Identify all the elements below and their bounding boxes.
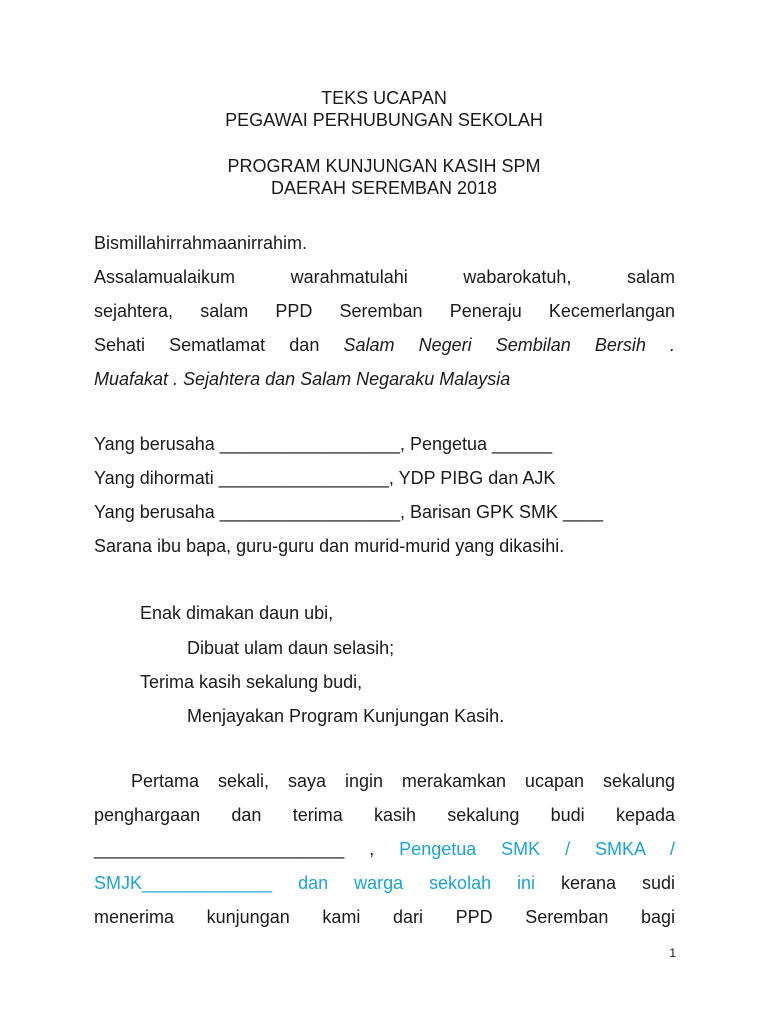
para-comma: , [369, 839, 375, 859]
para-blank: _________________________ [94, 839, 345, 859]
honor-line-4: Sarana ibu bapa, guru-guru dan murid-murid yang dikasihi. [94, 536, 565, 556]
greeting-line-4-normal: Sehati Sematlamat dan [94, 335, 344, 355]
greeting-line-2: Assalamualaikum warahmatulahi wabarokatuh, salam [94, 267, 675, 287]
para-line-2: penghargaan dan terima kasih sekalung budi kepada [94, 805, 675, 825]
page-number: 1 [669, 946, 676, 960]
heading-line-3: PROGRAM KUNJUNGAN KASIH SPM [227, 156, 541, 176]
heading-program [0, 155, 768, 199]
greeting-paragraph [94, 226, 675, 396]
pantun-line-2-text: Dibuat ulam daun selasih; [187, 638, 395, 658]
honorifics-list [94, 427, 675, 563]
para-smjk-text: SMJK_____________ [94, 873, 273, 893]
pantun-line-1-text: Enak dimakan daun ubi, [140, 603, 334, 623]
heading-top [0, 87, 768, 131]
pantun-line-3-text: Terima kasih sekalung budi, [140, 672, 363, 692]
bismillah-line: Bismillahirrahmaanirrahim. [94, 233, 308, 253]
heading-line-2: PEGAWAI PERHUBUNGAN SEKOLAH [225, 110, 543, 130]
pantun-line-1 [140, 596, 333, 631]
honor-line-3: Yang berusaha __________________, Barisan GPK SMK ____ [94, 502, 604, 522]
para-principal-text: Pengetua SMK / SMKA / [399, 839, 675, 859]
greeting-line-5: Muafakat . Sejahtera dan Salam Negaraku Malaysia [94, 369, 511, 389]
pantun-line-3 [140, 665, 362, 700]
para-line-4 [94, 866, 675, 900]
heading-line-1: TEKS UCAPAN [321, 88, 447, 108]
greeting-line-4 [94, 328, 675, 362]
para-line-5: menerima kunjungan kami dari PPD Seremban bagi [94, 907, 675, 927]
pantun-line-4 [187, 699, 504, 734]
heading-line-4: DAERAH SEREMBAN 2018 [270, 178, 498, 198]
para-line-1 [94, 764, 675, 798]
greeting-line-3: sejahtera, salam PPD Seremban Peneraju Kecemerlangan [94, 301, 675, 321]
body-paragraph [94, 764, 675, 934]
honor-line-1: Yang berusaha __________________, Pengetua ______ [94, 434, 553, 454]
para-school-text: dan warga sekolah ini [298, 873, 536, 893]
para-line-3 [94, 832, 675, 866]
para-line-1-text: Pertama sekali, saya ingin merakamkan ucapan sekalung [131, 771, 675, 791]
greeting-line-4-italic: Salam Negeri Sembilan Bersih . [343, 335, 675, 355]
pantun-line-2 [187, 631, 394, 666]
pantun-line-4-text: Menjayakan Program Kunjungan Kasih. [187, 706, 505, 726]
honor-line-2: Yang dihormati _________________, YDP PIBG dan AJK [94, 468, 556, 488]
para-line-4-rest: kerana sudi [561, 873, 675, 893]
